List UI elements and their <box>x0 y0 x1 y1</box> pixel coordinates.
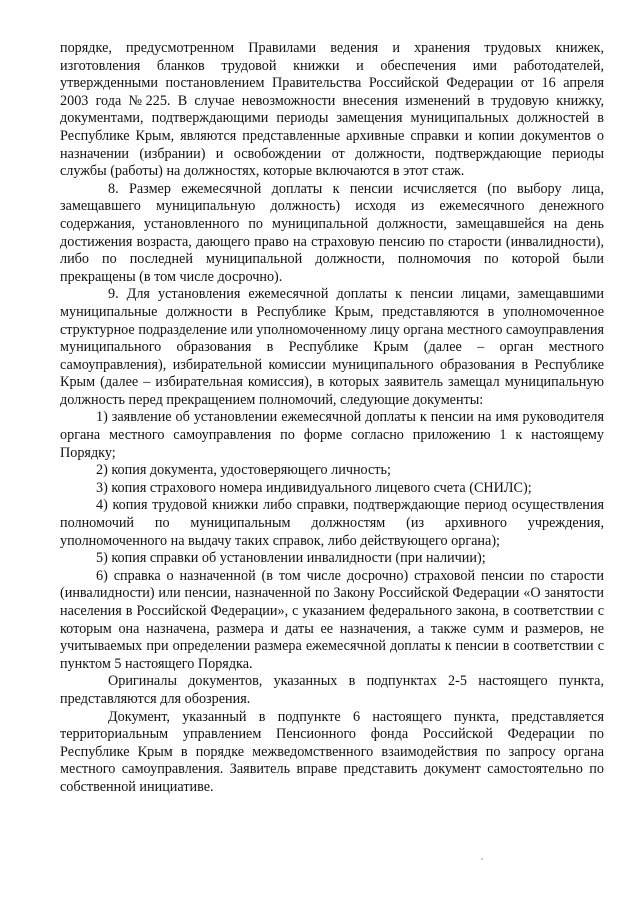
paragraph-originals: Оригиналы документов, указанных в подпунктах 2-5 настоящего пункта, представляются для обозрения. <box>60 673 604 707</box>
subitem-5: 5) копия справки об установлении инвалидности (при наличии); <box>96 550 486 567</box>
subitem-3: 3) копия страхового номера индивидуального лицевого счета (СНИЛС); <box>96 479 532 496</box>
subitem-2: 2) копия документа, удостоверяющего личность; <box>96 462 391 479</box>
paragraph-document-6: Документ, указанный в подпункте 6 настоящего пункта, представляется территориальным управлением Пенсионного фонда Российской Федерации по Республике Крым в порядке межведомственного взаимодействия по запросу органа местного самоуправления. Заявитель вправе представить документ самостоятельно по собственной инициативе. <box>60 708 604 795</box>
paragraph-item-9: 9. Для установления ежемесячной доплаты к пенсии лицами, замещавшими муниципальные должности в Республике Крым, представляются в уполномоченное структурное подразделение или уполномоченному лицу органа местного самоуправления муниципального образования в Республике Крым (далее – орган местного самоуправления), избирательной комиссии муниципального образования в Республике Крым (далее – избирательная комиссия), в которых заявитель замещал муниципальную должность перед прекращением полномочий, следующие документы: <box>60 286 604 408</box>
subitem-1: 1) заявление об установлении ежемесячной доплаты к пенсии на имя руководителя органа местного самоуправления по форме согласно приложению 1 к настоящему Порядку; <box>60 409 604 461</box>
paragraph-continuation: порядке, предусмотренном Правилами ведения и хранения трудовых книжек, изготовления бланков трудовой книжки и обеспечения ими работодателей, утвержденными постановлением Правительства Российской Федерации от 16 апреля 2003 года №225. В случае невозможности внесения изменений в трудовую книжку, документами, подтверждающими периоды замещения муниципальных должностей в Республике Крым, являются представленные архивные справки и копии документов о назначении (избрании) и освобождении от должности, подтверждающие периоды службы (работы) на должностях, которые включаются в этот стаж. <box>60 40 604 180</box>
scan-speck <box>481 858 483 860</box>
subitem-6: 6) справка о назначенной (в том числе досрочно) страховой пенсии по старости (инвалидности) или пенсии, назначенной по Закону Российской Федерации «О занятости населения в Российской Федерации», с указанием федерального закона, в соответствии с которым она назначена, размера и даты ее назначения, а также сумм и размеров, не учитываемых при определении размера ежемесячной доплаты к пенсии в соответствии с пунктом 5 настоящего Порядка. <box>60 567 604 672</box>
subitem-4: 4) копия трудовой книжки либо справки, подтверждающие период осуществления полномочий по муниципальным должностям (из архивного учреждения, уполномоченного на выдачу таких справок, либо действующего органа); <box>60 497 604 549</box>
paragraph-item-8: 8. Размер ежемесячной доплаты к пенсии исчисляется (по выбору лица, замещавшего муниципальную должность) исходя из ежемесячного денежного содержания, установленного по муниципальной должности, замещавшейся на день достижения возраста, дающего право на страховую пенсию по старости (инвалидности), либо по последней муниципальной должности, полномочия по которой были прекращены (в том числе досрочно). <box>60 180 604 285</box>
